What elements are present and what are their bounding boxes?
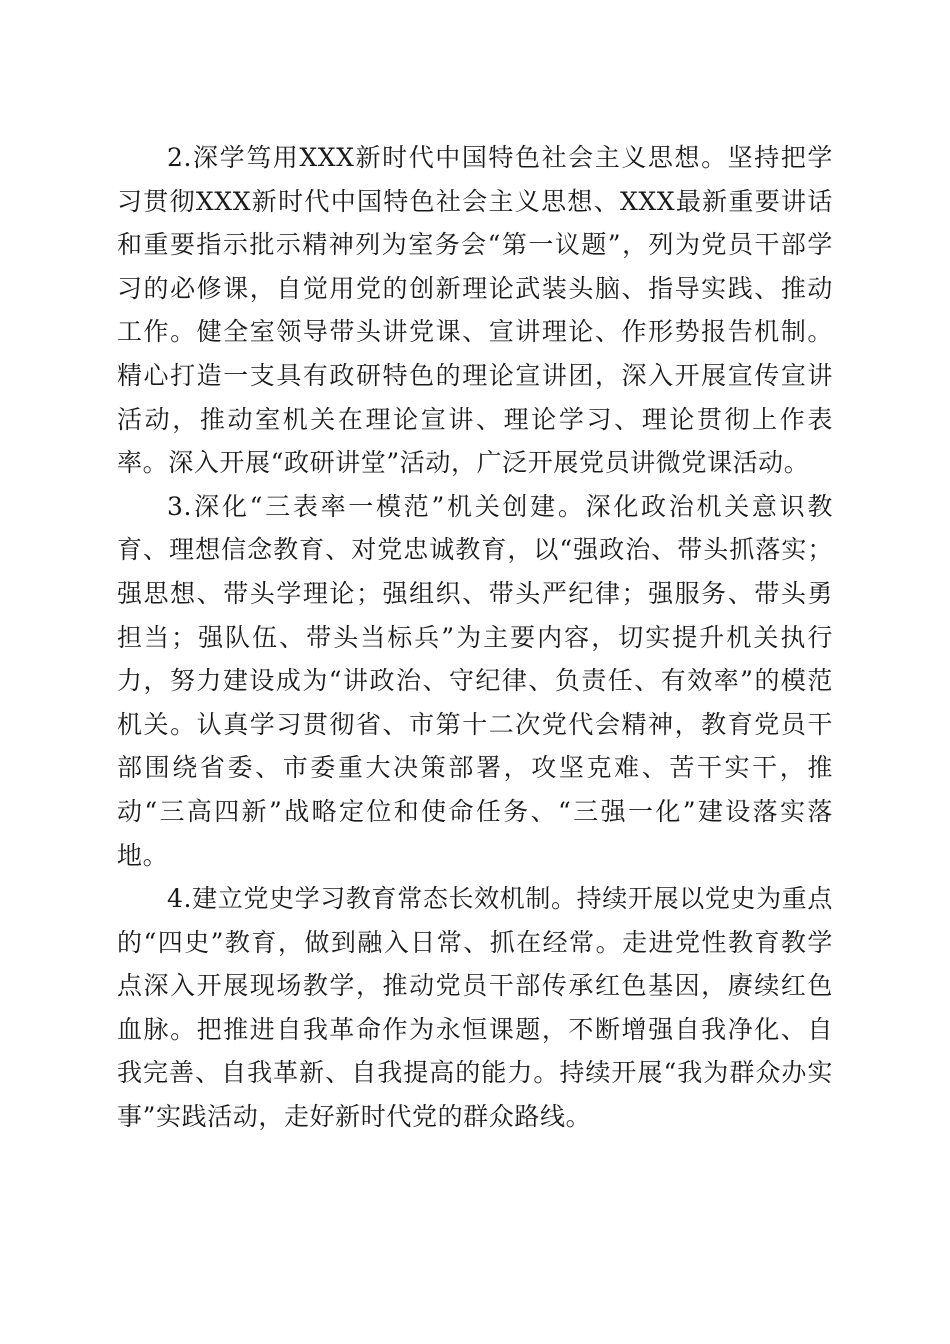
paragraph-model-organ: 3.深化“三表率一模范”机关创建。深化政治机关意识教育、理想信念教育、对党忠诚教育，以“强政治、带头抓落实；强思想、带头学理论；强组织、带头严纪律；强服务、带头勇担当；强队伍、带头当标兵”为主要内容，切实提升机关执行力，努力建设成为“讲政治、守纪律、负责任、有效率”的模范机关。认真学习贯彻省、市第十二次党代会精神，教育党员干部围绕省委、市委重大决策部署，攻坚克难、苦干实干，推动“三高四新”战略定位和使命任务、“三强一化”建设落实落地。 [117, 491, 833, 870]
paragraph-party-history: 4.建立党史学习教育常态长效机制。持续开展以党史为重点的“四史”教育，做到融入日常、抓在经常。走进党性教育教学点深入开展现场教学，推动党员干部传承红色基因，赓续红色血脉。把推进自我革命作为永恒课题，不断增强自我净化、自我完善、自我革新、自我提高的能力。持续开展“我为群众办实事”实践活动，走好新时代党的群众路线。 [117, 884, 833, 1132]
paragraph-theory-study: 2.深学笃用XXX新时代中国特色社会主义思想。坚持把学习贯彻XXX新时代中国特色社会主义思想、XXX最新重要讲话和重要指示批示精神列为室务会“第一议题”，列为党员干部学习的必修课，自觉用党的创新理论武装头脑、指导实践、推动工作。健全室领导带头讲党课、宣讲理论、作形势报告机制。精心打造一支具有政研特色的理论宣讲团，深入开展宣传宣讲活动，推动室机关在理论宣讲、理论学习、理论贯彻上作表率。深入开展“政研讲堂”活动，广泛开展党员讲微党课活动。 [117, 143, 833, 478]
document-body [117, 136, 833, 1139]
